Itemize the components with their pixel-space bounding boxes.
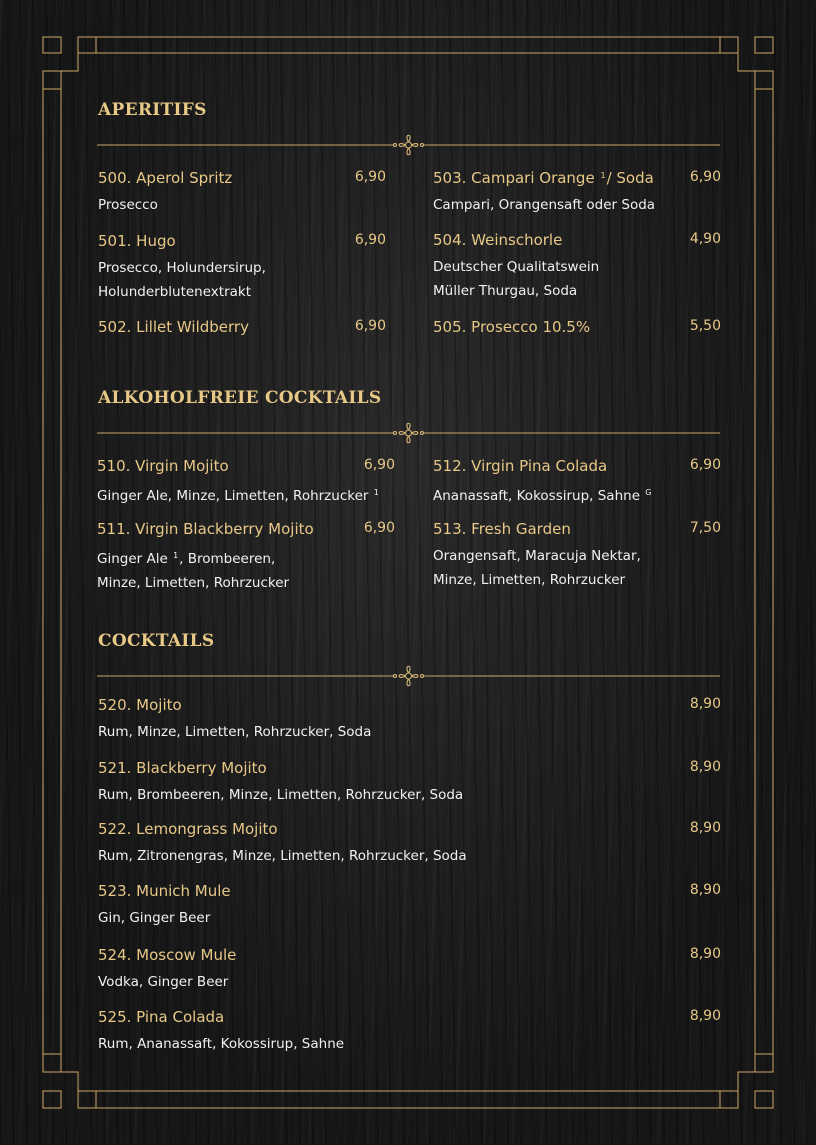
item-price: 5,50: [689, 318, 721, 334]
menu-item: [433, 231, 721, 303]
item-description: Gin, Ginger Beer: [98, 910, 211, 926]
item-price: 6,90: [689, 457, 721, 473]
item-name: 524. Moscow Mule: [98, 946, 237, 964]
item-description: [97, 544, 289, 595]
item-name: 511. Virgin Blackberry Mojito: [97, 520, 314, 538]
item-name-suffix: / Soda: [606, 169, 654, 187]
menu-item: [98, 946, 721, 996]
item-name: 520. Mojito: [98, 696, 182, 714]
description-line: [97, 544, 289, 571]
item-description: [433, 544, 641, 592]
item-price: 6,90: [689, 169, 721, 185]
section-divider: [97, 418, 720, 448]
description-text: Ginger Ale, Minze, Limetten, Rohrzucker: [97, 488, 369, 504]
menu-item: [98, 820, 721, 870]
frame-corner-top-right: [720, 37, 773, 89]
menu-item: [97, 457, 395, 507]
menu-item: [98, 1008, 721, 1058]
item-price: 8,90: [689, 882, 721, 898]
item-name: 513. Fresh Garden: [433, 520, 571, 538]
item-price: 8,90: [689, 759, 721, 775]
item-name: 500. Aperol Spritz: [98, 169, 233, 187]
item-name: 501. Hugo: [98, 232, 176, 250]
item-description: Prosecco: [98, 197, 158, 213]
item-name: 523. Munich Mule: [98, 882, 231, 900]
item-name: 502. Lillet Wildberry: [98, 318, 249, 336]
description-text: Ananassaft, Kokossirup, Sahne: [433, 488, 640, 504]
description-line: Prosecco, Holundersirup,: [98, 260, 266, 276]
menu-item: [433, 169, 721, 219]
menu-item: [98, 318, 386, 342]
additive-footnote: 1: [173, 551, 179, 560]
item-price: 8,90: [689, 946, 721, 962]
description-text: , Brombeeren,: [179, 551, 276, 567]
additive-footnote: 1: [373, 488, 379, 497]
frame-corner-bottom-left: [43, 1054, 96, 1108]
section-title-cocktails: COCKTAILS: [98, 631, 215, 651]
menu-item: [433, 457, 721, 507]
item-name: 521. Blackberry Mojito: [98, 759, 267, 777]
description-line: Holunderblutenextrakt: [98, 284, 252, 300]
item-price: 6,90: [354, 232, 386, 248]
additive-footnote: G: [645, 488, 652, 497]
flower-ornament-icon: [394, 423, 424, 443]
item-description: [433, 481, 653, 508]
item-description: [98, 256, 266, 304]
item-price: 6,90: [363, 520, 395, 536]
menu-item: [98, 759, 721, 809]
frame-corner-bottom-right: [720, 1054, 773, 1108]
item-name: 512. Virgin Pina Colada: [433, 457, 608, 475]
item-description: Rum, Zitronengras, Minze, Limetten, Rohrzucker, Soda: [98, 848, 467, 864]
item-price: 6,90: [363, 457, 395, 473]
item-name: 505. Prosecco 10.5%: [433, 318, 591, 336]
section-title-aperitifs: APERITIFS: [98, 100, 207, 120]
section-divider: [97, 661, 720, 691]
description-line: Deutscher Qualitatswein: [433, 259, 600, 275]
item-name-main: 503. Campari Orange: [433, 169, 595, 187]
flower-ornament-icon: [394, 666, 424, 686]
item-description: [433, 255, 599, 303]
item-description: [97, 481, 380, 508]
item-price: 6,90: [354, 318, 386, 334]
item-description: Rum, Minze, Limetten, Rohrzucker, Soda: [98, 724, 372, 740]
additive-footnote: 1: [600, 171, 606, 180]
item-description: Rum, Brombeeren, Minze, Limetten, Rohrzucker, Soda: [98, 787, 464, 803]
menu-item: [98, 882, 721, 932]
description-line: Orangensaft, Maracuja Nektar,: [433, 548, 641, 564]
description-line: Müller Thurgau, Soda: [433, 283, 578, 299]
item-price: 4,90: [689, 231, 721, 247]
menu-item: [98, 232, 386, 304]
frame-corner-top-left: [43, 37, 96, 89]
item-name: 522. Lemongrass Mojito: [98, 820, 278, 838]
item-name: 504. Weinschorle: [433, 231, 563, 249]
item-description: Rum, Ananassaft, Kokossirup, Sahne: [98, 1036, 345, 1052]
item-price: 7,50: [689, 520, 721, 536]
menu-item: [98, 169, 386, 219]
description-line: Minze, Limetten, Rohrzucker: [433, 572, 626, 588]
menu-item: [433, 520, 721, 592]
item-description: Vodka, Ginger Beer: [98, 974, 229, 990]
item-name: 510. Virgin Mojito: [97, 457, 229, 475]
item-price: 6,90: [354, 169, 386, 185]
flower-ornament-icon: [394, 135, 424, 155]
section-title-alkoholfreie-cocktails: ALKOHOLFREIE COCKTAILS: [98, 388, 382, 408]
menu-item: [98, 696, 721, 746]
item-description: Campari, Orangensaft oder Soda: [433, 197, 656, 213]
item-name: [433, 169, 654, 187]
item-price: 8,90: [689, 1008, 721, 1024]
section-divider: [97, 130, 720, 160]
description-line: Minze, Limetten, Rohrzucker: [97, 575, 290, 591]
menu-item: [433, 318, 721, 342]
item-price: 8,90: [689, 696, 721, 712]
menu-item: [97, 520, 395, 592]
description-text: Ginger Ale: [97, 551, 168, 567]
item-name: 525. Pina Colada: [98, 1008, 225, 1026]
item-price: 8,90: [689, 820, 721, 836]
